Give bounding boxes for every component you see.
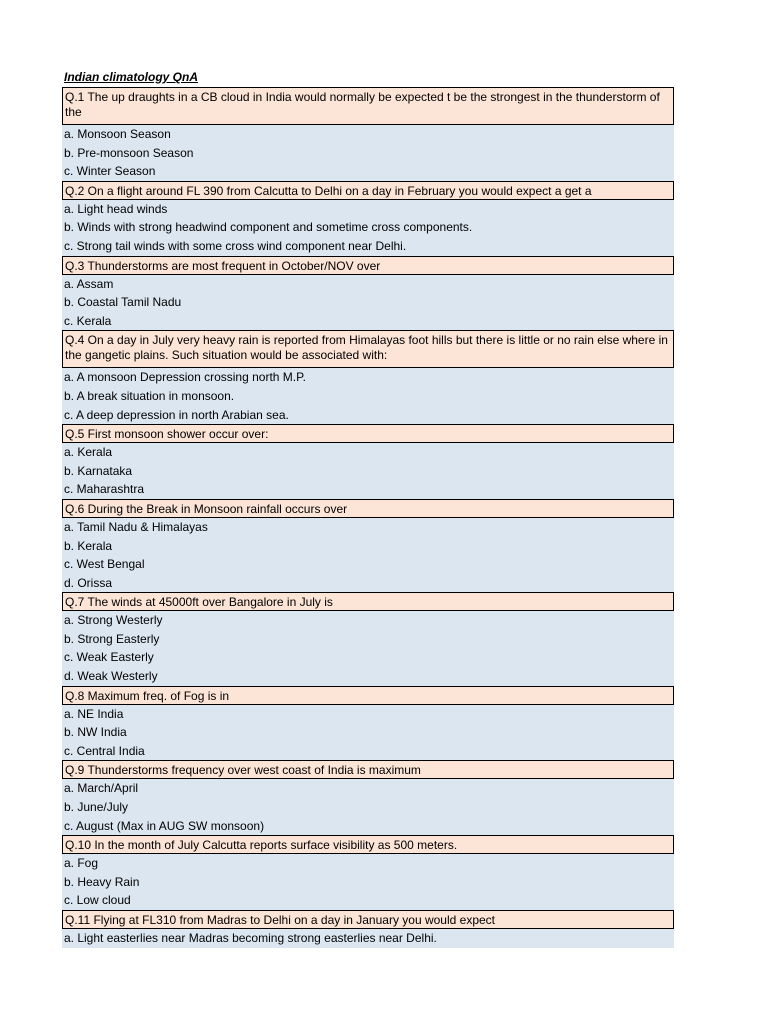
answer-option: c. West Bengal <box>62 555 674 574</box>
question-block <box>62 181 674 256</box>
answer-option: b. NW India <box>62 723 674 742</box>
question-text: Q.8 Maximum freq. of Fog is in <box>62 686 674 705</box>
question-list <box>62 87 674 948</box>
question-block <box>62 835 674 910</box>
answer-option: a. Strong Westerly <box>62 611 674 630</box>
answer-option: a. Light head winds <box>62 200 674 219</box>
question-text: Q.5 First monsoon shower occur over: <box>62 424 674 443</box>
spreadsheet-page <box>62 68 674 948</box>
answer-option: a. Tamil Nadu & Himalayas <box>62 518 674 537</box>
answer-option: c. Low cloud <box>62 891 674 910</box>
answer-option: c. Winter Season <box>62 162 674 181</box>
answer-option: a. NE India <box>62 705 674 724</box>
question-text: Q.9 Thunderstorms frequency over west coast of India is maximum <box>62 760 674 779</box>
answer-option: c. A deep depression in north Arabian sea. <box>62 406 674 425</box>
answer-option: d. Weak Westerly <box>62 667 674 686</box>
question-text: Q.7 The winds at 45000ft over Bangalore in July is <box>62 592 674 611</box>
answer-option: b. Karnataka <box>62 462 674 481</box>
question-text: Q.10 In the month of July Calcutta reports surface visibility as 500 meters. <box>62 835 674 854</box>
answer-option: b. Pre-monsoon Season <box>62 144 674 163</box>
answer-option: a. Kerala <box>62 443 674 462</box>
answer-option: c. Maharashtra <box>62 480 674 499</box>
answer-option: a. Light easterlies near Madras becoming strong easterlies near Delhi. <box>62 929 674 948</box>
answer-option: c. Weak Easterly <box>62 648 674 667</box>
question-block <box>62 424 674 499</box>
answer-option: d. Orissa <box>62 574 674 593</box>
question-text: Q.11 Flying at FL310 from Madras to Delhi on a day in January you would expect <box>62 910 674 929</box>
answer-option: c. August (Max in AUG SW monsoon) <box>62 817 674 836</box>
question-text: Q.2 On a flight around FL 390 from Calcutta to Delhi on a day in February you would expect a get a <box>62 181 674 200</box>
question-text: Q.3 Thunderstorms are most frequent in October/NOV over <box>62 256 674 275</box>
answer-option: a. March/April <box>62 779 674 798</box>
answer-option: b. Coastal Tamil Nadu <box>62 293 674 312</box>
answer-option: b. Kerala <box>62 537 674 556</box>
question-block <box>62 87 674 181</box>
answer-option: c. Central India <box>62 742 674 761</box>
question-text: Q.1 The up draughts in a CB cloud in India would normally be expected t be the strongest in the thunderstorm of the <box>62 87 674 125</box>
question-block <box>62 592 674 685</box>
question-block <box>62 256 674 331</box>
question-text: Q.6 During the Break in Monsoon rainfall occurs over <box>62 499 674 518</box>
question-block <box>62 910 674 948</box>
answer-option: c. Kerala <box>62 312 674 331</box>
answer-option: b. Heavy Rain <box>62 873 674 892</box>
answer-option: a. A monsoon Depression crossing north M.P. <box>62 368 674 387</box>
answer-option: b. A break situation in monsoon. <box>62 387 674 406</box>
answer-option: a. Monsoon Season <box>62 125 674 144</box>
question-block <box>62 499 674 592</box>
answer-option: b. June/July <box>62 798 674 817</box>
answer-option: b. Winds with strong headwind component and sometime cross components. <box>62 218 674 237</box>
question-text: Q.4 On a day in July very heavy rain is reported from Himalayas foot hills but there is little or no rain else where in the gangetic plains. Such situation would be associated with: <box>62 330 674 368</box>
answer-option: a. Fog <box>62 854 674 873</box>
question-block <box>62 330 674 424</box>
answer-option: c. Strong tail winds with some cross wind component near Delhi. <box>62 237 674 256</box>
answer-option: b. Strong Easterly <box>62 630 674 649</box>
question-block <box>62 760 674 835</box>
page-title: Indian climatology QnA <box>64 70 199 84</box>
answer-option: a. Assam <box>62 275 674 294</box>
question-block <box>62 686 674 761</box>
